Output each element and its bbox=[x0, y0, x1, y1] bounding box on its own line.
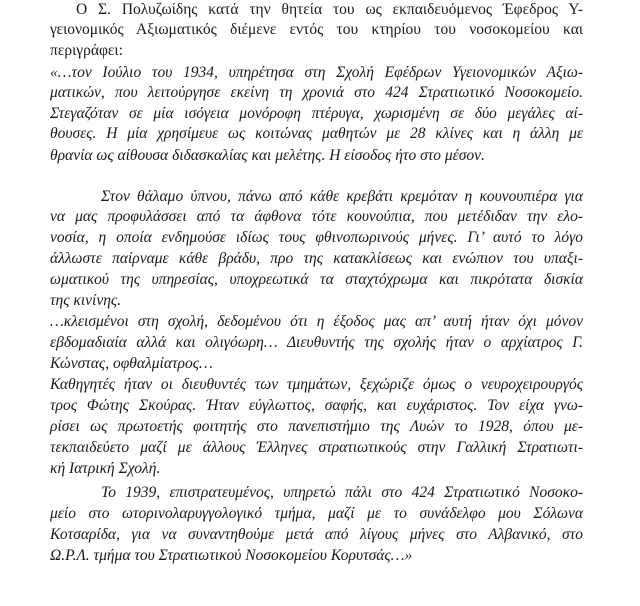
text-line-content: της κινίνης. bbox=[50, 292, 122, 309]
text-line bbox=[0, 291, 640, 311]
text-line-content: ματικών, που λειτούργησε εκείνη τη χρονιά στο 424 Στρατιωτικό Νοσοκομείο. bbox=[50, 84, 583, 101]
text-line-content: Στεγαζόταν σε μία ισόγεια μονόροφη πτέρυγα, χωρισμένη σε δύο μεγάλες αί- bbox=[50, 105, 583, 122]
text-line-content: ρίσει ως πρωτοετής φοιτητής στο πανεπιστήμιο της Λυών το 1928, όπου με- bbox=[50, 418, 583, 435]
text-line bbox=[0, 417, 640, 437]
text-line bbox=[0, 354, 640, 374]
text-line-content: τρος Φώτης Σκούρας. Ήταν εύγλωττος, σαφής, και ευχάριστος. Τον είχα γνω- bbox=[50, 397, 583, 414]
text-line-content: Το 1939, επιστρατευμένος, υπηρετώ πάλι στο 424 Στρατιωτικό Νοσοκο- bbox=[101, 484, 583, 501]
text-line-content: θρανία ως αίθουσα διδασκαλίας και μελέτης. Η είσοδος ήτο στο μέσον. bbox=[50, 147, 485, 164]
text-line bbox=[0, 546, 640, 566]
text-line bbox=[0, 270, 640, 290]
text-line-content: Ω.Ρ.Λ. τμήμα του Στρατιωτικού Νοσοκομείου Κορυτσάς…» bbox=[50, 547, 413, 564]
text-line bbox=[0, 124, 640, 144]
text-line-content: κή Ιατρική Σχολή. bbox=[50, 460, 161, 477]
text-line-content: Κώνστας, οφθαλμίατρος… bbox=[50, 355, 213, 372]
text-line bbox=[0, 375, 640, 395]
text-line-content: Στον θάλαμο ύπνου, πάνω από κάθε κρεβάτι κρεμόταν η κουνουπιέρα για bbox=[101, 188, 583, 205]
text-line-content: ωματικού της υπηρεσίας, υποχρεωτικά τα σταχτόχρωμα και πικρότατα δισκία bbox=[50, 271, 583, 288]
text-line bbox=[0, 146, 640, 166]
text-line bbox=[0, 525, 640, 545]
text-line-content: τεκπαιδεύετο μαζί με άλλους Έλληνες στρατιωτικούς στην Γαλλική Στρατιωτι- bbox=[50, 439, 583, 456]
text-line-content: …κλεισμένοι στη σχολή, δεδομένου ότι η έξοδος μας απ’ αυτή ήταν όχι μόνον bbox=[50, 313, 583, 330]
text-line bbox=[0, 312, 640, 332]
text-line-content: περιγράφει: bbox=[50, 42, 123, 59]
text-line bbox=[0, 504, 640, 524]
text-line bbox=[0, 249, 640, 269]
text-line-content: θουσες. Η μία χρησίμευε ως κοιτώνας μαθητών με 28 κλίνες και η άλλη με bbox=[50, 125, 583, 142]
text-line-content: Καθηγητές ήταν οι διευθυντές των τμημάτων, ξεχώριζε όμως ο νευροχειρουργός bbox=[50, 376, 583, 393]
text-line-content: «…τον Ιούλιο του 1934, υπηρέτησα στη Σχολή Εφέδρων Υγειονομικών Αξιω- bbox=[50, 64, 583, 81]
text-line bbox=[0, 0, 640, 20]
text-line-content: γειονομικός Αξιωματικός διέμενε εντός του κτηρίου του νοσοκομείου και bbox=[50, 21, 583, 38]
text-line bbox=[0, 438, 640, 458]
text-line-content: Ο Σ. Πολυζωίδης κατά την θητεία του ως εκπαιδευόμενος Έφεδρος Υ- bbox=[76, 1, 583, 18]
text-line bbox=[0, 483, 640, 503]
text-line bbox=[0, 187, 640, 207]
text-line bbox=[0, 459, 640, 479]
text-line bbox=[0, 41, 640, 61]
text-line-content: άλλωστε παίρναμε κάθε βράδυ, προ της κατακλίσεως και ενώπιον του υπαξι- bbox=[50, 250, 583, 267]
text-line-content: εβδομαδιαία αλλά και ολιγόωρη… Διευθυντής της σχολής ήταν ο αρχίατρος Γ. bbox=[50, 334, 583, 351]
text-line bbox=[0, 83, 640, 103]
text-line-content: Κοτσαρίδα, για να συναντηθούμε μετά από λίγους μήνες στο Αλβανικό, στο bbox=[50, 526, 583, 543]
text-line bbox=[0, 20, 640, 40]
text-line bbox=[0, 333, 640, 353]
text-line bbox=[0, 104, 640, 124]
text-line bbox=[0, 228, 640, 248]
text-line bbox=[0, 207, 640, 227]
text-line-content: να μας προφυλάσσει από τα άφθονα τότε κουνούπια, που μετέδιδαν την ελο- bbox=[50, 208, 583, 225]
text-line bbox=[0, 63, 640, 83]
text-line bbox=[0, 396, 640, 416]
text-line-content: μείο στο ωτορινολαρυγγολογικό τμήμα, μαζί με το συνάδελφο μου Σόλωνα bbox=[50, 505, 583, 522]
text-line-content: νοσία, η οποία ενδημούσε ιδίως τους φθινοπωρινούς μήνες. Γι’ αυτό το λόγο bbox=[50, 229, 583, 246]
